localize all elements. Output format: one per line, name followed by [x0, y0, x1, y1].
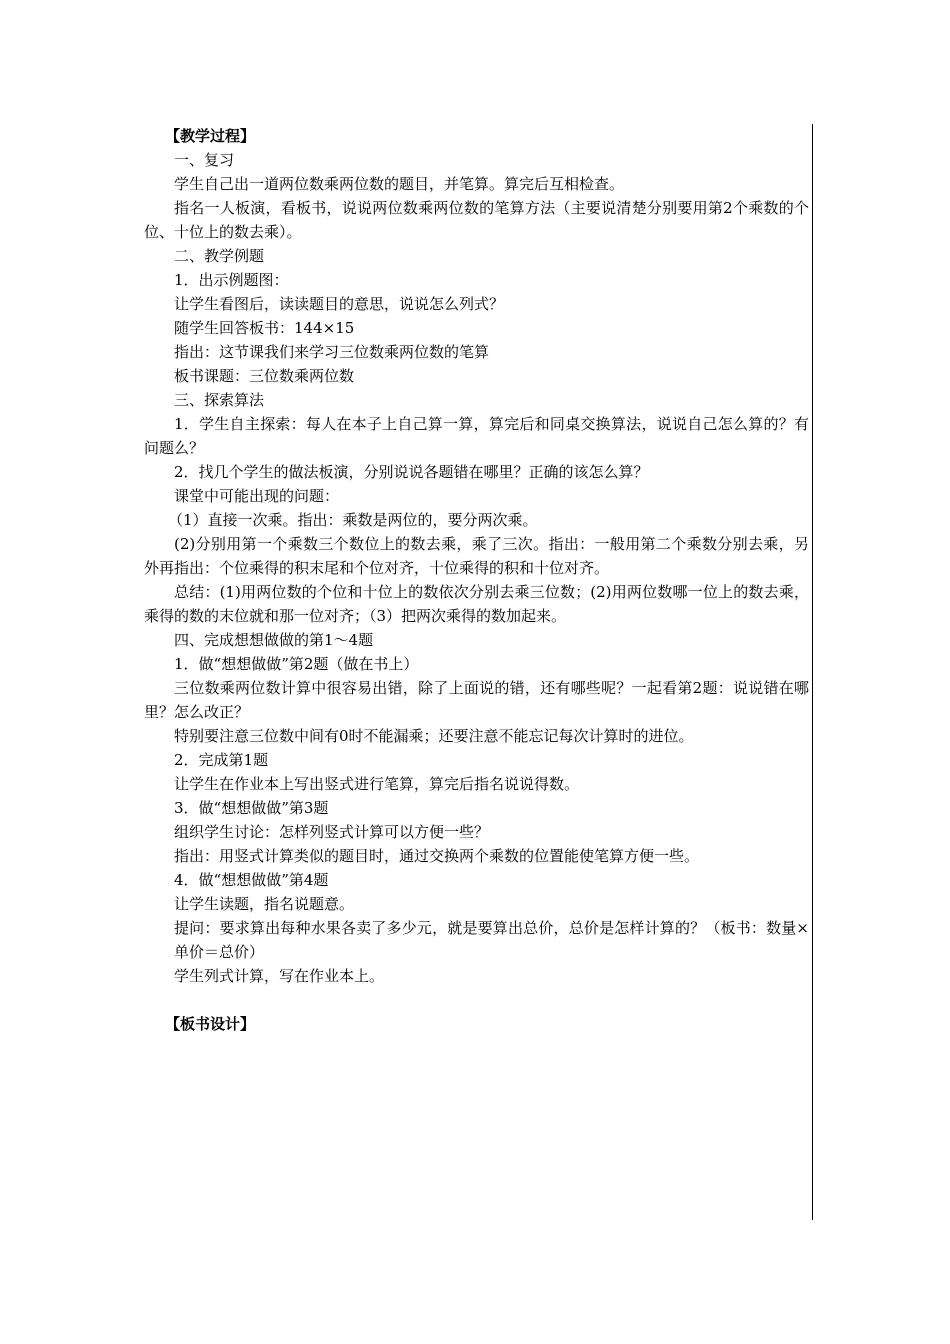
text-line: 2．找几个学生的做法板演，分别说说各题错在哪里？正确的该怎么算？	[174, 463, 649, 481]
lesson-process-section	[144, 124, 809, 1036]
text-line: 组织学生讨论：怎样列竖式计算可以方便一些？	[174, 823, 490, 841]
text-line: 3．做“想想做做”第3题	[174, 799, 329, 817]
text-line: 二、教学例题	[174, 247, 265, 265]
text-line: 1．出示例题图：	[174, 271, 289, 289]
text-line: （1）直接一次乘。指出：乘数是两位的，要分两次乘。	[168, 511, 538, 529]
text-line: 2．完成第1题	[174, 751, 269, 769]
text-line: 提问：要求算出每种水果各卖了多少元，就是要算出总价，总价是怎样计算的？（板书：数量×单价＝总价）	[174, 919, 809, 961]
text-line: 让学生看图后，读读题目的意思，说说怎么列式？	[174, 295, 505, 313]
section-heading-process: 【教学过程】	[165, 127, 256, 145]
text-line: 总结：(1)用两位数的个位和十位上的数依次分别去乘三位数；(2)用两位数哪一位上的数去乘，乘得的数的末位就和那一位对齐；（3）把两次乘得的数加起来。	[144, 583, 809, 625]
text-line: 让学生在作业本上写出竖式进行笔算，算完后指名说说得数。	[174, 775, 580, 793]
text-line: 一、复习	[174, 151, 235, 169]
text-line: 四、完成想想做做的第1～4题	[174, 631, 374, 649]
text-line: 学生列式计算，写在作业本上。	[174, 967, 385, 985]
section-heading-board: 【板书设计】	[165, 1015, 256, 1033]
text-line: 课堂中可能出现的问题：	[174, 487, 340, 505]
text-line: 三位数乘两位数计算中很容易出错，除了上面说的错，还有哪些呢？一起看第2题：说说错在哪里？怎么改正？	[144, 679, 809, 721]
table-border-right	[812, 124, 813, 1220]
text-line: 指名一人板演，看板书，说说两位数乘两位数的笔算方法（主要说清楚分别要用第2个乘数的个位、十位上的数去乘）。	[144, 199, 809, 241]
text-line: 1．做“想想做做”第2题（做在书上）	[174, 655, 419, 673]
text-line: 学生自己出一道两位数乘两位数的题目，并笔算。算完后互相检查。	[174, 175, 625, 193]
text-line: 4．做“想想做做”第4题	[174, 871, 329, 889]
text-line: 让学生读题，指名说题意。	[174, 895, 355, 913]
text-line: 板书课题：三位数乘两位数	[174, 367, 355, 385]
spacer	[144, 988, 809, 1012]
text-line: (2)分别用第一个乘数三个数位上的数去乘，乘了三次。指出：一般用第二个乘数分别去乘，另外再指出：个位乘得的积末尾和个位对齐，十位乘得的积和十位对齐。	[144, 535, 809, 577]
text-line: 随学生回答板书：144×15	[174, 319, 355, 337]
text-line: 特别要注意三位数中间有0时不能漏乘；还要注意不能忘记每次计算时的进位。	[174, 727, 694, 745]
text-line: 指出：这节课我们来学习三位数乘两位数的笔算	[174, 343, 490, 361]
text-line: 三、探索算法	[174, 391, 265, 409]
text-line: 指出：用竖式计算类似的题目时，通过交换两个乘数的位置能使笔算方便一些。	[174, 847, 700, 865]
text-line: 1．学生自主探索：每人在本子上自己算一算，算完后和同桌交换算法，说说自己怎么算的？有问题么？	[144, 415, 809, 457]
